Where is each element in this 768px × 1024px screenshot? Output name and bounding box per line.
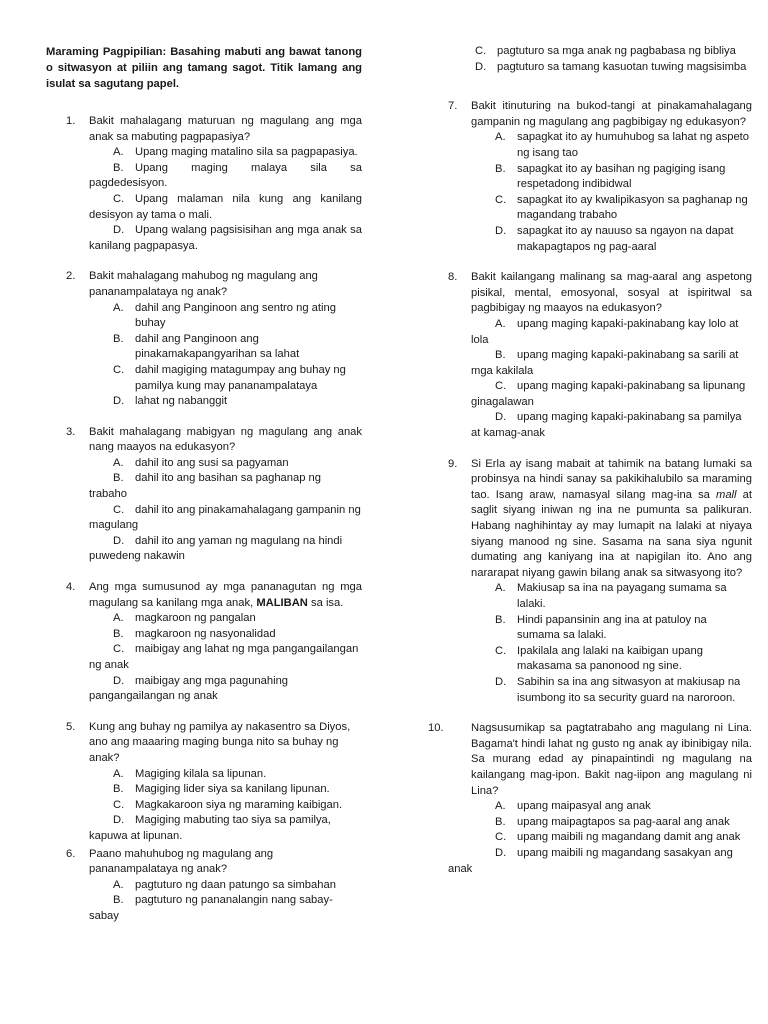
option-text: dahil ang Panginoon ang pinakamakapangyarihan sa lahat bbox=[135, 332, 300, 361]
option-letter: A. bbox=[113, 878, 124, 891]
option-letter: B. bbox=[113, 627, 124, 640]
question-stem: Kung ang buhay ng pamilya ay nakasentro sa Diyos, ano ang maaaring maging bunga nito sa buhay ng anak? bbox=[89, 720, 351, 764]
option-text: Makiusap sa ina na payagang sumama sa lalaki. bbox=[517, 582, 727, 610]
option-letter: C. bbox=[495, 644, 507, 657]
option-letter: A. bbox=[113, 456, 124, 469]
option-text: sapagkat ito ay humuhubog sa lahat ng aspeto ng isang tao bbox=[517, 131, 749, 159]
question-stem: Bakit mahalagang mahubog ng magulang ang pananampalataya ng anak? bbox=[89, 270, 318, 298]
option-c bbox=[89, 642, 362, 673]
question-number: 3. bbox=[66, 425, 76, 438]
option-a bbox=[89, 456, 362, 472]
option-text: dahil ito ang basihan sa paghanap ng trabaho bbox=[89, 472, 321, 501]
question-number: 9. bbox=[448, 457, 458, 470]
question-9 bbox=[428, 457, 752, 707]
option-text: upang maibili ng magandang sasakyan ang anak bbox=[448, 846, 733, 875]
stem-text: Ang mga sumusunod ay mga pananagutan ng mga magulang sa kanilang mga anak, bbox=[89, 581, 362, 609]
left-column bbox=[46, 44, 362, 940]
option-c bbox=[89, 798, 362, 814]
option-text: Upang maging matalino sila sa pagpapasiya. bbox=[135, 146, 358, 159]
stem-text: Si Erla ay isang mabait at tahimik na batang lumaki sa probinsya na hindi sanay sa pakikihalubilo sa maraming tao. Isang araw, namasyal silang mag-ina sa bbox=[471, 457, 752, 501]
emphasis-text: MALIBAN bbox=[256, 596, 308, 609]
option-d bbox=[471, 410, 752, 441]
option-b bbox=[471, 815, 752, 831]
option-b bbox=[89, 161, 362, 192]
option-letter: D. bbox=[495, 224, 507, 237]
option-letter: A. bbox=[495, 131, 506, 144]
question-number: 6. bbox=[66, 847, 76, 860]
question-1 bbox=[46, 114, 362, 254]
option-c bbox=[471, 193, 752, 224]
option-c bbox=[89, 503, 362, 534]
option-d bbox=[89, 394, 362, 410]
option-letter: B. bbox=[495, 349, 506, 362]
option-letter: D. bbox=[495, 846, 507, 859]
question-number: 1. bbox=[66, 115, 76, 127]
option-letter: A. bbox=[495, 800, 506, 813]
option-text: Magiging kilala sa lipunan. bbox=[135, 767, 267, 780]
option-letter: C. bbox=[495, 380, 507, 393]
option-text: Ipakilala ang lalaki na kaibigan upang makasama sa panonood ng sine. bbox=[517, 644, 703, 673]
option-text: dahil magiging matagumpay ang buhay ng pamilya kung may pananampalataya bbox=[135, 363, 346, 392]
option-c bbox=[451, 44, 752, 60]
option-c bbox=[89, 192, 362, 223]
question-stem: Bakit kailangang malinang sa mag-aaral ang aspetong pisikal, mental, emosyonal, sosyal at ispiritwal sa pagbibigay ng maayos na edukasyon? bbox=[471, 271, 752, 315]
question-number: 2. bbox=[66, 270, 76, 283]
option-text: pagtuturo ng daan patungo sa simbahan bbox=[135, 878, 336, 891]
option-letter: D. bbox=[113, 534, 125, 547]
option-text: upang maipagtapos sa pag-aaral ang anak bbox=[517, 815, 730, 828]
option-a bbox=[89, 767, 362, 783]
option-letter: A. bbox=[113, 612, 124, 625]
option-text: magkaroon ng pangalan bbox=[135, 612, 256, 625]
option-letter: B. bbox=[113, 472, 124, 485]
stem-text: sa isa. bbox=[307, 596, 344, 609]
option-letter: B. bbox=[495, 613, 506, 626]
option-letter: C. bbox=[113, 363, 125, 376]
option-text: upang maging kapaki-pakinabang sa pamilya at kamag-anak bbox=[471, 411, 742, 440]
question-stem: Nagsusumikap sa pagtatrabaho ang magulang ni Lina. Bagama't hindi lahat ng gusto ng anak ay ibinibigay nila. Sa murang edad ay pinapaintindi ng magulang na kailangang mag-ipon. Bakit nag-iipon ang magulang ni Lina? bbox=[471, 722, 752, 797]
option-text: pagtuturo sa tamang kasuotan tuwing magsisimba bbox=[497, 60, 747, 73]
question-6 bbox=[46, 847, 362, 925]
option-letter: A. bbox=[113, 146, 124, 159]
question-4 bbox=[46, 580, 362, 705]
question-number: 5. bbox=[66, 720, 76, 733]
question-stem: Bakit mahalagang mabigyan ng magulang ang anak nang maayos na edukasyon? bbox=[89, 425, 362, 454]
option-letter: D. bbox=[475, 60, 487, 73]
option-letter: D. bbox=[113, 224, 125, 237]
option-c bbox=[471, 830, 752, 846]
option-letter: B. bbox=[495, 815, 506, 828]
option-b bbox=[471, 348, 752, 379]
question-5 bbox=[46, 720, 362, 845]
option-d bbox=[89, 674, 362, 705]
option-d bbox=[448, 846, 752, 877]
option-text: upang maging kapaki-pakinabang kay lolo at lola bbox=[471, 317, 739, 346]
option-d bbox=[89, 534, 362, 565]
option-letter: C. bbox=[113, 798, 125, 811]
question-6-continued bbox=[428, 44, 752, 75]
option-a bbox=[471, 317, 752, 348]
option-c bbox=[471, 644, 752, 675]
option-letter: B. bbox=[113, 161, 124, 174]
option-d bbox=[89, 813, 362, 844]
option-b bbox=[89, 893, 362, 924]
option-text: Upang maging malaya sila sa pagdedesisyon. bbox=[89, 161, 362, 190]
option-letter: D. bbox=[113, 395, 125, 408]
question-number: 8. bbox=[448, 271, 458, 284]
question-7 bbox=[428, 99, 752, 255]
stem-text: at saglit siyang iniwan ng ina ne pumunta sa palikuran. Habang naghihintay ay may lumapit na lalaki at niyaya siyang manood ng sine. Sasama na sana siya ngunit dumating ang kaniyang ina at napigilan ito. Ano ang nararapat niyang gawin bilang anak sa sitwasyong ito? bbox=[471, 488, 752, 579]
option-letter: D. bbox=[113, 814, 125, 827]
instructions: Maraming Pagpipilian: Basahing mabuti ang bawat tanong o sitwasyon at piliin ang tamang sagot. Titik lamang ang isulat sa sagutang papel. bbox=[46, 46, 362, 90]
option-text: Upang malaman nila kung ang kanilang desisyon ay tama o mali. bbox=[89, 192, 362, 221]
option-letter: C. bbox=[495, 193, 507, 206]
option-text: Magiging mabuting tao siya sa pamilya, kapuwa at lipunan. bbox=[89, 814, 331, 842]
option-text: maibigay ang lahat ng mga pangangailangan ng anak bbox=[89, 643, 359, 671]
option-text: Magiging lider siya sa kanilang lipunan. bbox=[135, 783, 330, 796]
option-b bbox=[471, 162, 752, 193]
option-text: Upang walang pagsisisihan ang mga anak sa kanilang pagpapasya. bbox=[89, 224, 362, 252]
option-d bbox=[451, 60, 752, 76]
option-text: dahil ito ang yaman ng magulang na hindi puwedeng nakawin bbox=[89, 534, 343, 563]
option-letter: C. bbox=[475, 45, 487, 57]
option-a bbox=[471, 799, 752, 815]
option-text: Sabihin sa ina ang sitwasyon at makiusap na isumbong ito sa security guard na naroroon. bbox=[517, 675, 741, 704]
option-text: sapagkat ito ay nauuso sa ngayon na dapat makapagtapos ng pag-aaral bbox=[517, 224, 734, 253]
option-letter: D. bbox=[495, 411, 507, 424]
question-stem: Bakit mahalagang maturuan ng magulang ang mga anak sa mabuting pagpapasiya? bbox=[89, 115, 362, 143]
option-a bbox=[89, 145, 362, 161]
option-text: pagtuturo ng pananalangin nang sabay-sabay bbox=[89, 894, 333, 922]
option-text: upang maipasyal ang anak bbox=[517, 800, 651, 813]
option-d bbox=[89, 223, 362, 254]
option-a bbox=[471, 581, 752, 612]
option-text: upang maibili ng magandang damit ang anak bbox=[517, 831, 741, 844]
question-8 bbox=[428, 270, 752, 442]
option-letter: C. bbox=[495, 831, 507, 844]
question-2 bbox=[46, 269, 362, 409]
option-a bbox=[471, 130, 752, 161]
option-letter: A. bbox=[495, 582, 506, 595]
question-stem bbox=[471, 457, 752, 582]
option-c bbox=[89, 363, 362, 394]
question-3 bbox=[46, 425, 362, 565]
option-text: Hindi papansinin ang ina at patuloy na sumama sa lalaki. bbox=[517, 613, 707, 642]
option-text: dahil ito ang susi sa pagyaman bbox=[135, 456, 289, 469]
option-c bbox=[471, 379, 752, 410]
question-stem bbox=[89, 580, 362, 611]
option-text: pagtuturo sa mga anak ng pagbabasa ng bibliya bbox=[497, 45, 736, 57]
question-stem: Paano mahuhubog ng magulang ang pananampalataya ng anak? bbox=[89, 847, 274, 876]
question-10 bbox=[428, 721, 752, 877]
option-text: sapagkat ito ay kwalipikasyon sa paghanap ng magandang trabaho bbox=[517, 193, 748, 222]
option-letter: A. bbox=[495, 317, 506, 330]
option-letter: C. bbox=[113, 643, 125, 656]
option-text: upang maging kapaki-pakinabang sa sarili at mga kakilala bbox=[471, 349, 739, 377]
option-d bbox=[471, 224, 752, 255]
option-text: maibigay ang mga pagunahing pangangailangan ng anak bbox=[89, 674, 289, 703]
option-letter: D. bbox=[113, 674, 125, 687]
option-b bbox=[89, 627, 362, 643]
option-letter: C. bbox=[113, 192, 125, 205]
option-text: upang maging kapaki-pakinabang sa lipunang ginagalawan bbox=[471, 380, 746, 408]
option-letter: B. bbox=[495, 162, 506, 175]
option-text: sapagkat ito ay basihan ng pagiging isang respetadong indibidwal bbox=[517, 162, 726, 191]
option-a bbox=[89, 611, 362, 627]
option-b bbox=[471, 613, 752, 644]
right-column bbox=[428, 44, 752, 892]
option-letter: C. bbox=[113, 503, 125, 516]
question-number: 4. bbox=[66, 581, 76, 594]
question-stem: Bakit itinuturing na bukod-tangi at pinakamahalagang gampanin ng magulang ang pagbibigay ng edukasyon? bbox=[471, 100, 752, 128]
question-number: 7. bbox=[448, 100, 458, 113]
option-text: dahil ang Panginoon ang sentro ng ating buhay bbox=[135, 301, 336, 330]
emphasis-text: mall bbox=[716, 488, 737, 501]
option-letter: A. bbox=[113, 767, 124, 780]
option-text: dahil ito ang pinakamahalagang gampanin ng magulang bbox=[89, 503, 361, 532]
option-letter: D. bbox=[495, 675, 507, 688]
option-text: magkaroon ng nasyonalidad bbox=[135, 627, 276, 640]
question-number: 10. bbox=[428, 722, 444, 735]
option-a bbox=[89, 878, 362, 894]
option-letter: A. bbox=[113, 301, 124, 314]
option-letter: B. bbox=[113, 894, 124, 907]
option-b bbox=[89, 332, 362, 363]
option-text: lahat ng nabanggit bbox=[135, 395, 228, 408]
option-b bbox=[89, 471, 362, 502]
option-b bbox=[89, 782, 362, 798]
option-a bbox=[89, 301, 362, 332]
option-text: Magkakaroon siya ng maraming kaibigan. bbox=[135, 798, 343, 811]
option-letter: B. bbox=[113, 783, 124, 796]
option-letter: B. bbox=[113, 332, 124, 345]
option-d bbox=[471, 675, 752, 706]
